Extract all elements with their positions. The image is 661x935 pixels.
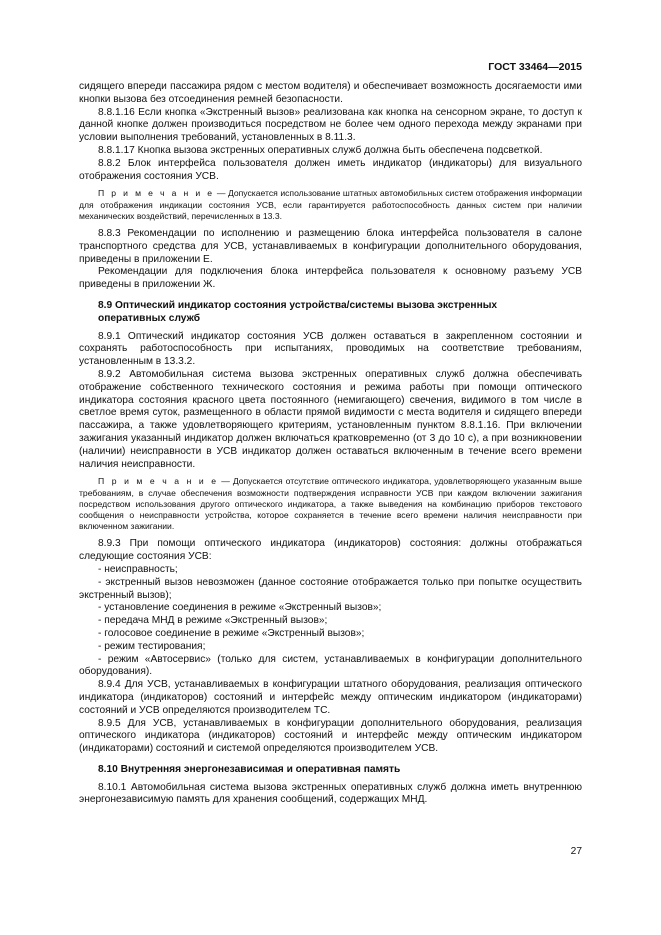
note-text: — Допускается отсутствие оптического индикатора, удовлетворяющего указанным выше требованиям, в случае обеспечения возможности подтверждения исправности УСВ при каждом включении зажигания посредством использования другого оптического индикатора, а также выведения на комбинацию приборов текстового сообщения о неисправности устройства, которое сохраняется в течение всего времени наличия неисправности при включенном зажигании. [79, 476, 582, 532]
note-label: П р и м е ч а н и е [98, 188, 215, 199]
paragraph: 8.8.2 Блок интерфейса пользователя должен иметь индикатор (индикаторы) для визуального отображения состояния УСВ. [79, 157, 582, 182]
paragraph: 8.9.1 Оптический индикатор состояния УСВ должен оставаться в закрепленном состоянии и сохранять работоспособность при испытаниях, проводимых на соответствие требованиям, установленным в 13.3.2. [79, 330, 582, 368]
section-heading: 8.10 Внутренняя энергонезависимая и оперативная память [98, 763, 401, 775]
note-text: — Допускается использование штатных автомобильных систем отображения информации для отображения индикации состояния УСВ, если гарантируется работоспособность данных систем при наличии механических воздействий, перечисленных в 13.3. [79, 188, 582, 221]
paragraph: 8.9.2 Автомобильная система вызова экстренных оперативных служб должна обеспечивать отображение собственного технического состояния и режима работы при помощи оптического индикатора состояния красного цвета постоянного (немигающего) свечения, видимого в том числе в светлое время суток, размещенного в области прямой видимости с места водителя и сидящего впереди пассажира, а также удовлетворяющего критериям, установленным пунктом 8.8.1.16. При включении зажигания указанный индикатор должен включаться кратковременно (от 3 до 10 с), а при возникновении (наличии) неисправности в УСВ индикатор должен оставаться включенным в течение всего времени наличия неисправности. [79, 368, 582, 470]
list-item: - голосовое соединение в режиме «Экстренный вызов»; [98, 627, 365, 639]
list-item: - режим «Автосервис» (только для систем, устанавливаемых в конфигурации дополнительного оборудования). [79, 653, 582, 678]
page-body [79, 81, 582, 807]
note-label: П р и м е ч а н и е [98, 476, 219, 487]
paragraph: 8.8.3 Рекомендации по исполнению и размещению блока интерфейса пользователя в салоне транспортного средства для УСВ, устанавливаемых в конфигурации дополнительного оборудования, приведены в приложении Е. [79, 227, 582, 265]
note [79, 476, 582, 532]
paragraph: 8.9.5 Для УСВ, устанавливаемых в конфигурации дополнительного оборудования, реализация оптического индикатора (индикаторов) состояний и интерфейс между оптическим индикатором (индикаторами) состояний и системой определяются производителем УСВ. [79, 717, 582, 755]
paragraph: 8.9.3 При помощи оптического индикатора (индикаторов) состояния: должны отображаться следующие состояния УСВ: [79, 538, 582, 563]
section-heading-line: 8.9 Оптический индикатор состояния устройства/системы вызова экстренных [98, 299, 498, 311]
section-heading [79, 300, 582, 326]
list-item: - экстренный вызов невозможен (данное состояние отображается только при попытке осуществить экстренный вызов); [79, 576, 582, 601]
paragraph: Рекомендации для подключения блока интерфейса пользователя к основному разъему УСВ приведены в приложении Ж. [79, 266, 582, 291]
paragraph: 8.8.1.16 Если кнопка «Экстренный вызов» реализована как кнопка на сенсорном экране, то доступ к данной кнопке должен производиться посредством не более чем одного перехода между экранами при условии выполнения требований, установленных в 8.11.3. [79, 106, 582, 144]
paragraph: 8.8.1.17 Кнопка вызова экстренных оперативных служб должна быть обеспечена подсветкой. [98, 144, 543, 156]
list-item: - неисправность; [98, 563, 178, 575]
paragraph: 8.10.1 Автомобильная система вызова экстренных оперативных служб должна иметь внутреннюю энергонезависимую память для хранения сообщений, содержащих МНД. [79, 781, 582, 806]
list-item: - передача МНД в режиме «Экстренный вызов»; [98, 615, 328, 627]
section-heading-line: оперативных служб [98, 312, 201, 324]
note [79, 188, 582, 222]
paragraph: сидящего впереди пассажира рядом с местом водителя) и обеспечивает возможность досягаемости ими кнопки вызова без отсоединения ремней безопасности. [79, 81, 582, 105]
list-item: - установление соединения в режиме «Экстренный вызов»; [98, 602, 382, 614]
paragraph: 8.9.4 Для УСВ, устанавливаемых в конфигурации штатного оборудования, реализация оптического индикатора (индикаторов) состояний и интерфейс между оптическим индикатором (индикаторами) состояний и УСВ определяются производителем ТС. [79, 679, 582, 716]
list-item: - режим тестирования; [98, 640, 206, 652]
page-number: 27 [570, 846, 582, 857]
document-header: ГОСТ 33464—2015 [488, 61, 582, 73]
